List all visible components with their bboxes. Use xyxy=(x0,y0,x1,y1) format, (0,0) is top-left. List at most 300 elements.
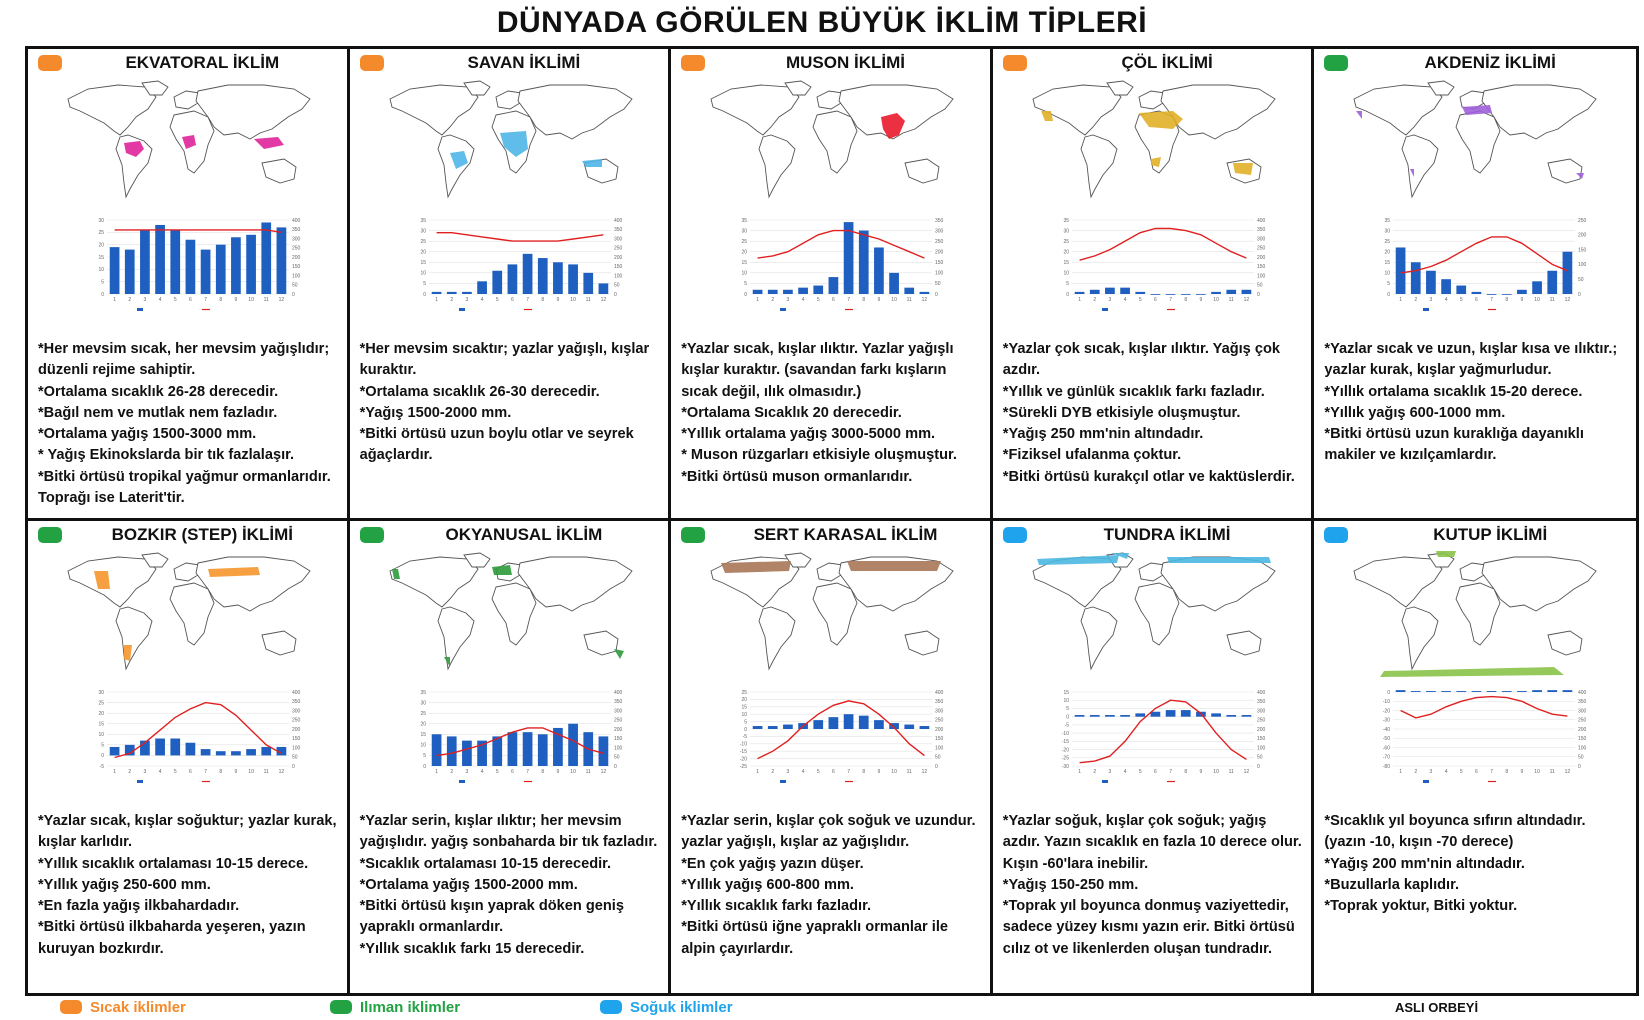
x-tick: 2 xyxy=(771,297,775,303)
climate-description xyxy=(1324,339,1630,467)
description-line: *Yıllık ve günlük sıcaklık farkı fazladır. xyxy=(1002,383,1265,400)
temperature-line xyxy=(1401,237,1568,273)
climate-chart xyxy=(1369,686,1599,786)
climate-region xyxy=(1436,551,1456,557)
precipitation-bar xyxy=(1457,691,1467,692)
precipitation-bar xyxy=(1105,715,1115,717)
y-tick-left: -15 xyxy=(1061,739,1069,746)
description-line: *Ortalama sıcaklık 26-28 derecedir. xyxy=(38,383,279,400)
group-color-dot xyxy=(1003,527,1027,543)
y-tick-left: 10 xyxy=(420,742,426,749)
y-tick-right: 300 xyxy=(1256,708,1266,715)
precipitation-bar xyxy=(844,222,854,294)
legend-precipitation-marker xyxy=(459,308,465,311)
y-tick-right: 300 xyxy=(935,228,944,235)
continent-outline xyxy=(1456,583,1500,645)
precipitation-bar xyxy=(889,273,899,294)
y-tick-left: 25 xyxy=(98,230,104,237)
precipitation-bar xyxy=(431,292,441,294)
y-tick-right: 200 xyxy=(935,249,944,256)
description-line: *Yazlar serin, kışlar çok soğuk ve uzundur. yazlar yağışlı, kışlar az yağışlıdır. xyxy=(681,813,976,851)
description-line: *Her mevsim sıcak, her mevsim yağışlıdır; düzenli rejime sahiptir. xyxy=(38,341,330,379)
group-color-dot xyxy=(681,55,705,71)
temperature-line xyxy=(758,231,925,259)
precipitation-bar xyxy=(1226,715,1236,717)
world-map xyxy=(1344,549,1606,679)
y-tick-right: 250 xyxy=(292,717,301,724)
y-tick-right: 0 xyxy=(292,291,295,298)
continent-outline xyxy=(390,85,478,135)
precipitation-bar xyxy=(1533,690,1543,692)
precipitation-bar xyxy=(1502,294,1512,295)
precipitation-bar xyxy=(859,716,869,729)
y-tick-left: 10 xyxy=(1063,698,1069,705)
precipitation-bar xyxy=(1166,710,1176,717)
y-tick-right: 200 xyxy=(1578,726,1587,733)
precipitation-bar xyxy=(1502,691,1512,692)
x-tick: 1 xyxy=(1399,297,1403,303)
x-tick: 7 xyxy=(204,769,207,775)
y-tick-left: 30 xyxy=(420,700,426,707)
y-tick-left: 0 xyxy=(422,763,426,770)
continent-outline xyxy=(813,111,857,173)
description-line: *Bitki örtüsü tropikal yağmur ormanlarıdır. Toprağı ise Laterit'tir. xyxy=(38,468,331,507)
description-line: *Yağış 200 mm'nin altındadır. xyxy=(1324,855,1525,872)
y-tick-left: -80 xyxy=(1383,763,1391,770)
precipitation-bar xyxy=(537,258,547,294)
precipitation-bar xyxy=(462,292,472,294)
x-tick: 12 xyxy=(1243,769,1249,775)
x-tick: 6 xyxy=(189,297,192,303)
y-tick-left: -25 xyxy=(739,763,748,770)
y-tick-left: -70 xyxy=(1383,754,1391,761)
y-tick-right: 350 xyxy=(292,699,301,706)
y-tick-right: 250 xyxy=(1578,717,1587,724)
precipitation-bar xyxy=(1150,294,1160,295)
description-line: *Yağış 150-250 mm. xyxy=(1002,876,1139,893)
y-tick-right: 250 xyxy=(935,717,944,724)
y-tick-right: 0 xyxy=(613,291,617,298)
y-tick-left: 10 xyxy=(741,270,748,277)
y-tick-right: 400 xyxy=(292,217,301,224)
climate-card-muson xyxy=(671,49,993,521)
legend-label: Sıcak iklimler xyxy=(90,998,186,1016)
climate-description xyxy=(1003,339,1306,488)
continent-outline xyxy=(905,159,939,183)
group-color-dot xyxy=(38,55,62,71)
precipitation-bar xyxy=(829,717,839,729)
x-tick: 1 xyxy=(1077,297,1081,303)
precipitation-bar xyxy=(753,726,763,729)
y-tick-right: 200 xyxy=(935,726,944,733)
y-tick-right: 50 xyxy=(935,281,941,288)
precipitation-bar xyxy=(446,736,456,766)
x-tick: 11 xyxy=(1550,297,1556,303)
y-tick-right: 300 xyxy=(1578,708,1587,715)
y-tick-right: 50 xyxy=(613,282,620,289)
y-tick-right: 350 xyxy=(1578,699,1587,706)
precipitation-bar xyxy=(1181,294,1191,295)
world-map xyxy=(380,77,642,207)
y-tick-right: 400 xyxy=(1578,689,1587,696)
y-tick-right: 200 xyxy=(1256,726,1266,733)
precipitation-bar xyxy=(216,245,226,294)
legend-temperate xyxy=(330,996,460,1018)
precipitation-bar xyxy=(798,288,808,294)
x-tick: 10 xyxy=(1213,297,1219,303)
x-tick: 6 xyxy=(510,769,514,775)
precipitation-bar xyxy=(905,288,915,294)
precipitation-bar xyxy=(814,286,824,294)
description-line: *Yıllık yağış 600-1000 mm. xyxy=(1324,404,1506,421)
y-tick-left: 35 xyxy=(1063,217,1069,224)
x-tick: 2 xyxy=(1093,297,1096,303)
y-tick-right: 150 xyxy=(1256,264,1266,271)
y-tick-left: 5 xyxy=(101,742,104,749)
x-tick: 3 xyxy=(1429,297,1433,303)
climate-region xyxy=(1167,557,1271,563)
x-tick: 9 xyxy=(1199,297,1203,303)
precipitation-bar xyxy=(1105,288,1115,294)
y-tick-right: 400 xyxy=(613,217,622,224)
y-tick-left: 5 xyxy=(1066,706,1069,713)
y-tick-right: 300 xyxy=(292,236,301,243)
y-tick-left: 30 xyxy=(420,228,426,235)
y-tick-left: 10 xyxy=(741,712,748,718)
description-line: *Yazlar serin, kışlar ılıktır; her mevsim yağışlıdır. yağış sonbaharda bir tık fazladır. xyxy=(359,813,658,851)
precipitation-bar xyxy=(844,714,854,729)
y-tick-left: 10 xyxy=(1063,270,1069,277)
x-tick: 8 xyxy=(1505,769,1509,775)
precipitation-bar xyxy=(1548,271,1558,294)
world-map xyxy=(58,549,320,679)
x-tick: 12 xyxy=(1565,769,1571,775)
climate-card-ekvatoral xyxy=(28,49,350,521)
y-tick-right: 100 xyxy=(613,273,622,280)
precipitation-bar xyxy=(1517,691,1527,692)
continent-outline xyxy=(1354,85,1442,135)
precipitation-bar xyxy=(1396,690,1406,692)
x-tick: 1 xyxy=(756,297,760,303)
precipitation-bar xyxy=(1487,691,1497,692)
x-tick: 6 xyxy=(832,297,835,303)
climate-region xyxy=(721,561,791,573)
group-color-dot xyxy=(1003,55,1027,71)
description-line: *Ortalama Sıcaklık 20 derecedir. xyxy=(681,404,902,421)
legend-hot xyxy=(60,996,186,1018)
y-tick-left: -40 xyxy=(1383,726,1391,733)
precipitation-bar xyxy=(1090,290,1100,294)
temperature-line xyxy=(1401,697,1568,718)
x-tick: 10 xyxy=(248,297,254,303)
y-tick-left: 35 xyxy=(420,689,426,696)
temperature-line xyxy=(115,230,282,232)
precipitation-bar xyxy=(1241,290,1251,294)
group-color-dot xyxy=(360,55,384,71)
precipitation-bar xyxy=(783,290,793,294)
y-tick-right: 150 xyxy=(1578,247,1587,254)
climate-chart xyxy=(405,214,635,314)
y-tick-right: 300 xyxy=(935,708,944,715)
x-tick: 5 xyxy=(173,297,177,303)
y-tick-right: 150 xyxy=(1256,736,1266,743)
temperature-line xyxy=(1079,700,1246,763)
y-tick-left: -60 xyxy=(1383,745,1391,752)
x-tick: 3 xyxy=(786,297,790,303)
description-line: *Yazlar sıcak, kışlar ılıktır. Yazlar yağışlı kışlar kuraktır. (savandan farkı kışların sıcak değil, ılık olmasıdır.) xyxy=(681,341,954,400)
y-tick-left: -10 xyxy=(1383,699,1391,706)
precipitation-bar xyxy=(155,225,165,294)
y-tick-right: 250 xyxy=(292,245,301,252)
climate-card-kutup xyxy=(1314,521,1636,993)
precipitation-bar xyxy=(905,725,915,729)
description-line: *Yıllık sıcaklık farkı 15 derecedir. xyxy=(359,940,585,957)
y-tick-right: 0 xyxy=(935,291,938,298)
continent-outline xyxy=(711,85,799,135)
x-tick: 12 xyxy=(278,297,285,303)
precipitation-bar xyxy=(1075,292,1085,294)
x-tick: 5 xyxy=(1138,769,1142,775)
precipitation-bar xyxy=(140,230,150,294)
precipitation-bar xyxy=(768,290,778,294)
legend-precipitation-marker xyxy=(1102,308,1108,311)
continent-outline xyxy=(68,85,156,135)
y-tick-left: 20 xyxy=(741,249,748,256)
precipitation-bar xyxy=(201,749,211,755)
y-tick-left: 5 xyxy=(744,719,748,726)
y-tick-right: 400 xyxy=(935,689,944,696)
world-map xyxy=(380,549,642,679)
climate-region xyxy=(614,649,624,659)
continent-outline xyxy=(1548,159,1582,183)
precipitation-bar xyxy=(446,292,456,294)
y-tick-left: 10 xyxy=(98,732,104,739)
y-tick-right: 350 xyxy=(1256,227,1266,234)
y-tick-left: -20 xyxy=(739,756,748,763)
y-tick-left: 20 xyxy=(1063,249,1069,256)
y-tick-left: 20 xyxy=(741,697,748,704)
x-tick: 11 xyxy=(906,769,913,775)
group-color-dot xyxy=(681,527,705,543)
climate-chart xyxy=(83,214,313,314)
precipitation-bar xyxy=(1411,691,1421,692)
y-tick-left: 20 xyxy=(98,242,104,249)
y-tick-left: 25 xyxy=(1063,238,1069,245)
y-tick-left: 25 xyxy=(741,689,748,696)
world-map xyxy=(58,77,320,207)
x-tick: 5 xyxy=(817,297,820,303)
y-tick-left: -50 xyxy=(1383,736,1391,743)
climate-card-akdeniz xyxy=(1314,49,1636,521)
y-tick-right: 0 xyxy=(1256,763,1260,770)
y-tick-right: 150 xyxy=(292,264,301,271)
temperature-line xyxy=(758,701,925,759)
precipitation-bar xyxy=(246,235,256,294)
x-tick: 11 xyxy=(263,769,269,775)
x-tick: 7 xyxy=(1490,769,1494,775)
climate-title: AKDENİZ İKLİMİ xyxy=(1424,53,1556,72)
legend-precipitation-marker xyxy=(459,780,465,783)
precipitation-bar xyxy=(1226,290,1236,294)
climate-card-tundra xyxy=(993,521,1315,993)
precipitation-bar xyxy=(874,720,884,729)
x-tick: 5 xyxy=(1460,297,1464,303)
temperature-line xyxy=(436,233,603,241)
x-tick: 11 xyxy=(1228,297,1234,303)
y-tick-left: 25 xyxy=(1384,238,1391,245)
continent-outline xyxy=(438,607,474,669)
x-tick: 8 xyxy=(1184,297,1187,303)
y-tick-right: 0 xyxy=(1256,291,1260,298)
x-tick: 8 xyxy=(862,769,866,775)
y-tick-left: 35 xyxy=(1384,217,1391,224)
precipitation-bar xyxy=(1135,713,1145,716)
y-tick-right: 250 xyxy=(1256,245,1266,252)
y-tick-left: 15 xyxy=(741,260,748,267)
precipitation-bar xyxy=(1075,715,1085,717)
description-line: *Sıcaklık yıl boyunca sıfırın altındadır. (yazın -10, kışın -70 derece) xyxy=(1324,813,1586,851)
y-tick-right: 400 xyxy=(1256,217,1266,224)
continent-outline xyxy=(1456,111,1500,173)
precipitation-bar xyxy=(598,736,608,766)
precipitation-bar xyxy=(1533,281,1543,294)
x-tick: 9 xyxy=(556,297,559,303)
y-tick-left: -30 xyxy=(1061,763,1069,770)
x-tick: 5 xyxy=(817,769,820,775)
x-tick: 12 xyxy=(1565,297,1571,303)
y-tick-right: 300 xyxy=(1256,236,1266,243)
legend-precipitation-marker xyxy=(137,308,143,311)
precipitation-bar xyxy=(155,739,165,756)
world-map xyxy=(1023,549,1285,679)
y-tick-left: 10 xyxy=(420,270,426,277)
x-tick: 3 xyxy=(1108,769,1112,775)
y-tick-right: 50 xyxy=(935,754,941,761)
description-line: *Bağıl nem ve mutlak nem fazladır. xyxy=(38,404,278,421)
continent-outline xyxy=(584,631,618,655)
legend-precipitation-marker xyxy=(1423,308,1429,311)
climate-card-bozkir xyxy=(28,521,350,993)
x-tick: 5 xyxy=(495,769,499,775)
y-tick-right: 50 xyxy=(1578,754,1584,761)
climate-title: OKYANUSAL İKLİM xyxy=(445,525,603,544)
y-tick-left: -20 xyxy=(1061,747,1069,754)
legend-precipitation-marker xyxy=(780,308,786,311)
y-tick-left: 15 xyxy=(98,721,104,728)
x-tick: 2 xyxy=(128,297,132,303)
y-tick-right: 0 xyxy=(1578,291,1582,298)
description-line: *Yazlar sıcak ve uzun, kışlar kısa ve ılıktır.; yazlar kurak, kışlar yağmurludur. xyxy=(1324,341,1618,379)
y-tick-right: 50 xyxy=(1256,754,1263,761)
y-tick-right: 200 xyxy=(613,726,622,733)
continent-outline xyxy=(170,583,214,645)
description-line: *Buzullarla kaplıdır. xyxy=(1324,876,1460,893)
continent-outline xyxy=(813,583,857,645)
x-tick: 5 xyxy=(1460,769,1464,775)
y-tick-left: 10 xyxy=(1384,270,1391,277)
x-tick: 12 xyxy=(921,297,928,303)
y-tick-left: -15 xyxy=(739,749,748,755)
x-tick: 1 xyxy=(434,769,438,775)
y-tick-right: 350 xyxy=(1256,699,1266,706)
y-tick-right: 0 xyxy=(935,763,938,770)
x-tick: 3 xyxy=(1429,769,1433,775)
y-tick-right: 50 xyxy=(613,754,620,761)
x-tick: 9 xyxy=(556,769,559,775)
author-name: ASLI ORBEYİ xyxy=(1395,1000,1479,1015)
climate-title: EKVATORAL İKLİM xyxy=(125,53,280,72)
x-tick: 1 xyxy=(113,297,116,303)
precipitation-bar xyxy=(568,264,578,294)
climate-title: SAVAN İKLİMİ xyxy=(467,53,581,72)
x-tick: 6 xyxy=(189,769,192,775)
x-tick: 4 xyxy=(158,769,162,775)
x-tick: 10 xyxy=(248,769,254,775)
y-tick-right: 200 xyxy=(1578,232,1587,239)
x-tick: 4 xyxy=(1123,297,1127,303)
climate-card-col xyxy=(993,49,1315,521)
x-tick: 10 xyxy=(1213,769,1219,775)
climate-chart xyxy=(83,686,313,786)
y-tick-right: 300 xyxy=(613,236,622,243)
precipitation-bar xyxy=(1487,294,1497,295)
precipitation-bar xyxy=(1135,292,1145,294)
precipitation-bar xyxy=(553,262,563,294)
climate-region xyxy=(1380,667,1564,677)
x-tick: 4 xyxy=(801,769,805,775)
y-tick-left: 30 xyxy=(1384,228,1391,235)
precipitation-bar xyxy=(1150,712,1160,717)
climate-region xyxy=(847,561,941,571)
x-tick: 11 xyxy=(585,297,591,303)
y-tick-left: 25 xyxy=(98,700,104,707)
x-tick: 4 xyxy=(801,297,805,303)
temperature-line xyxy=(436,728,603,756)
climate-description xyxy=(1324,811,1630,917)
precipitation-bar xyxy=(492,271,502,294)
description-line: *Bitki örtüsü muson ormanlarıdır. xyxy=(681,468,913,485)
y-tick-left: 5 xyxy=(744,281,748,288)
description-line: *Sürekli DYB etkisiyle oluşmuştur. xyxy=(1002,404,1241,421)
precipitation-bar xyxy=(170,739,180,756)
x-tick: 6 xyxy=(1475,297,1479,303)
precipitation-bar xyxy=(462,741,472,766)
y-tick-left: -25 xyxy=(1061,755,1069,762)
x-tick: 2 xyxy=(128,769,132,775)
precipitation-bar xyxy=(1442,279,1452,294)
climate-title: KUTUP İKLİMİ xyxy=(1433,525,1548,544)
y-tick-right: 400 xyxy=(292,689,301,696)
y-tick-left: 15 xyxy=(98,254,104,261)
description-line: *Yıllık sıcaklık farkı fazladır. xyxy=(681,898,872,915)
description-line: *Ortalama sıcaklık 26-30 derecedir. xyxy=(359,383,600,400)
x-tick: 7 xyxy=(1168,769,1172,775)
y-tick-right: 250 xyxy=(613,245,622,252)
precipitation-bar xyxy=(477,281,487,294)
x-tick: 10 xyxy=(891,297,898,303)
x-tick: 12 xyxy=(921,769,928,775)
continent-outline xyxy=(492,583,536,645)
x-tick: 9 xyxy=(877,297,881,303)
description-line: *Ortalama yağış 1500-2000 mm. xyxy=(359,876,578,893)
continent-outline xyxy=(1227,631,1261,655)
continent-outline xyxy=(1402,607,1438,669)
climate-description xyxy=(360,811,663,960)
precipitation-bar xyxy=(201,250,211,294)
climate-card-okyanusal xyxy=(350,521,672,993)
description-line: *En çok yağış yazın düşer. xyxy=(681,855,864,872)
x-tick: 6 xyxy=(1475,769,1479,775)
